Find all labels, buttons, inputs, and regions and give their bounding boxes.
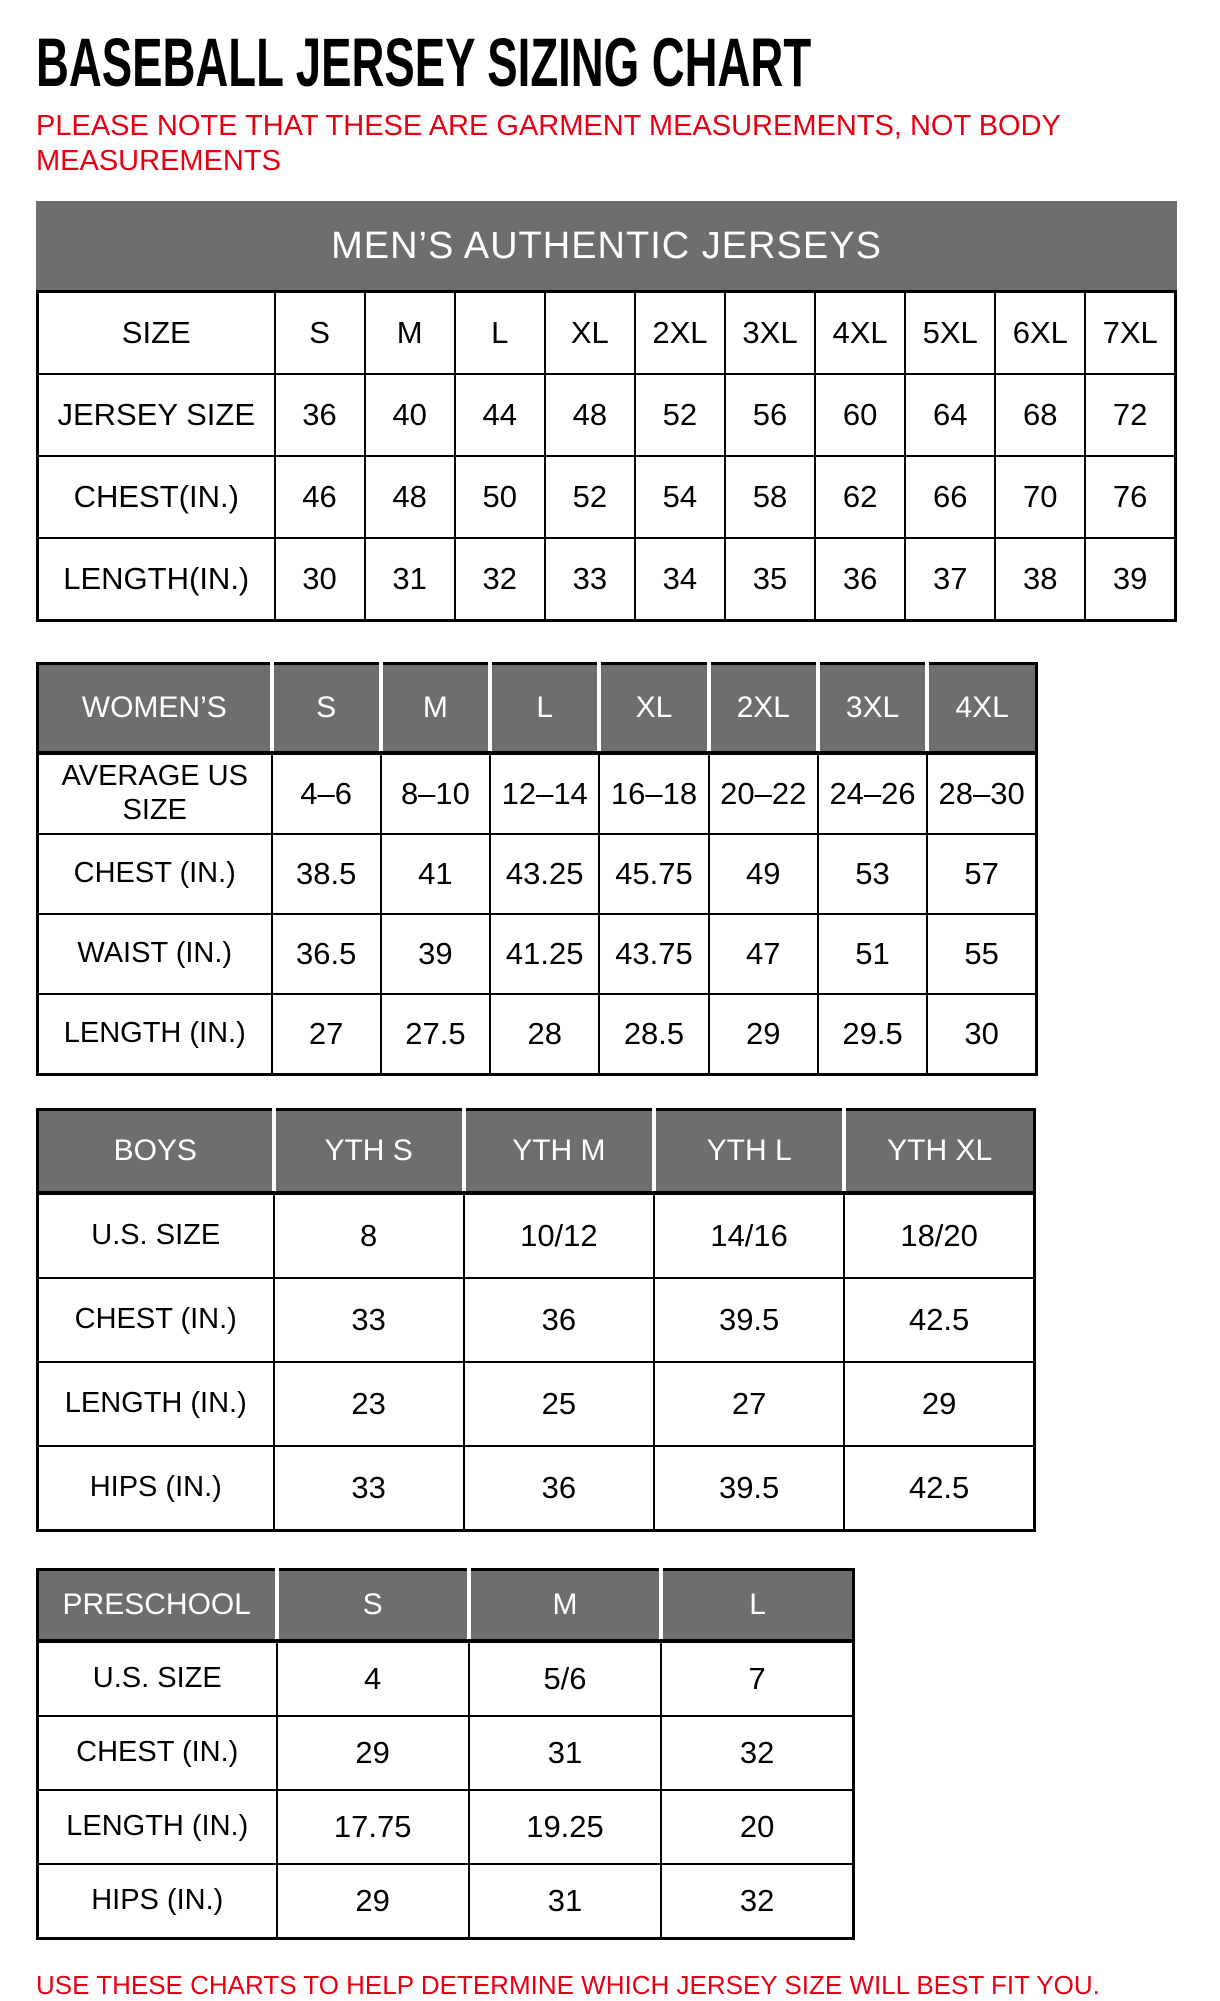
value-cell: 10/12 — [464, 1193, 654, 1278]
value-cell: 55 — [927, 914, 1036, 994]
value-cell: 56 — [725, 374, 815, 456]
row-label-cell: LENGTH (IN.) — [38, 1362, 274, 1446]
header-cell: YTH M — [464, 1109, 654, 1193]
value-cell: 12–14 — [490, 753, 599, 834]
value-cell: 41 — [381, 834, 490, 914]
value-cell: 49 — [709, 834, 818, 914]
value-cell: 43.75 — [599, 914, 708, 994]
table-row — [38, 1716, 854, 1790]
row-label-cell: JERSEY SIZE — [38, 374, 275, 456]
value-cell: 16–18 — [599, 753, 708, 834]
page-title — [36, 24, 1184, 101]
value-cell: 43.25 — [490, 834, 599, 914]
value-cell: 33 — [274, 1446, 464, 1531]
table-row — [38, 1278, 1035, 1362]
value-cell: 68 — [995, 374, 1085, 456]
value-cell: 47 — [709, 914, 818, 994]
preschool-sizing-table — [36, 1568, 855, 1940]
value-cell: 53 — [818, 834, 927, 914]
value-cell: 29 — [709, 994, 818, 1075]
value-cell: 3XL — [725, 291, 815, 374]
value-cell: 44 — [455, 374, 545, 456]
table-row — [38, 374, 1176, 456]
value-cell: M — [365, 291, 455, 374]
value-cell: 58 — [725, 456, 815, 538]
table-header-row — [38, 1109, 1035, 1193]
value-cell: 31 — [469, 1716, 661, 1790]
table-row — [38, 994, 1037, 1075]
row-label-cell: HIPS (IN.) — [38, 1446, 274, 1531]
value-cell: 62 — [815, 456, 905, 538]
row-label-cell: SIZE — [38, 291, 275, 374]
value-cell: 29 — [844, 1362, 1034, 1446]
value-cell: 76 — [1085, 456, 1175, 538]
value-cell: 52 — [545, 456, 635, 538]
value-cell: 29 — [277, 1716, 469, 1790]
value-cell: 4–6 — [272, 753, 381, 834]
row-label-cell: U.S. SIZE — [38, 1641, 277, 1716]
value-cell: 50 — [455, 456, 545, 538]
value-cell: 72 — [1085, 374, 1175, 456]
value-cell: 29.5 — [818, 994, 927, 1075]
value-cell: 31 — [469, 1864, 661, 1939]
fit-recommendation-note: USE THESE CHARTS TO HELP DETERMINE WHICH JERSEY SIZE WILL BEST FIT YOU. — [36, 1969, 1100, 2000]
header-cell: L — [490, 663, 599, 753]
table-row — [38, 1446, 1035, 1531]
table-row — [38, 1362, 1035, 1446]
value-cell: 24–26 — [818, 753, 927, 834]
table-row — [38, 914, 1037, 994]
row-label-cell: AVERAGE US SIZE — [38, 753, 272, 834]
value-cell: 42.5 — [844, 1446, 1034, 1531]
value-cell: 36.5 — [272, 914, 381, 994]
value-cell: 42.5 — [844, 1278, 1034, 1362]
value-cell: 4 — [277, 1641, 469, 1716]
header-cell: YTH XL — [844, 1109, 1034, 1193]
row-label-cell: LENGTH (IN.) — [38, 994, 272, 1075]
value-cell: XL — [545, 291, 635, 374]
value-cell: 14/16 — [654, 1193, 844, 1278]
value-cell: 27 — [272, 994, 381, 1075]
value-cell: 31 — [365, 538, 455, 621]
header-cell: XL — [599, 663, 708, 753]
value-cell: 46 — [275, 456, 365, 538]
table-header-label: PRESCHOOL — [38, 1569, 277, 1641]
value-cell: 28.5 — [599, 994, 708, 1075]
value-cell: 33 — [545, 538, 635, 621]
row-label-cell: LENGTH(IN.) — [38, 538, 275, 621]
value-cell: 7 — [661, 1641, 853, 1716]
value-cell: 23 — [274, 1362, 464, 1446]
value-cell: 32 — [661, 1864, 853, 1939]
value-cell: 38 — [995, 538, 1085, 621]
value-cell: 28 — [490, 994, 599, 1075]
page-title-text: BASEBALL JERSEY SIZING CHART — [36, 24, 812, 101]
mens-authentic-jerseys-table — [36, 201, 1177, 622]
value-cell: 6XL — [995, 291, 1085, 374]
row-label-cell: CHEST(IN.) — [38, 456, 275, 538]
value-cell: 66 — [905, 456, 995, 538]
value-cell: 36 — [464, 1446, 654, 1531]
value-cell: S — [275, 291, 365, 374]
value-cell: 30 — [275, 538, 365, 621]
row-label-cell: HIPS (IN.) — [38, 1864, 277, 1939]
row-label-cell: CHEST (IN.) — [38, 1716, 277, 1790]
table-row — [38, 753, 1037, 834]
table-row — [38, 1641, 854, 1716]
row-label-cell: CHEST (IN.) — [38, 1278, 274, 1362]
table-header-row — [38, 663, 1037, 753]
row-label-cell: LENGTH (IN.) — [38, 1790, 277, 1864]
value-cell: 32 — [661, 1716, 853, 1790]
table-title: MEN’S AUTHENTIC JERSEYS — [38, 202, 1176, 291]
value-cell: 19.25 — [469, 1790, 661, 1864]
value-cell: 36 — [464, 1278, 654, 1362]
value-cell: 48 — [365, 456, 455, 538]
value-cell: 27.5 — [381, 994, 490, 1075]
table-row — [38, 456, 1176, 538]
row-label-cell: WAIST (IN.) — [38, 914, 272, 994]
value-cell: 38.5 — [272, 834, 381, 914]
value-cell: 41.25 — [490, 914, 599, 994]
value-cell: 2XL — [635, 291, 725, 374]
header-cell: L — [661, 1569, 853, 1641]
header-cell: M — [381, 663, 490, 753]
value-cell: 48 — [545, 374, 635, 456]
value-cell: 36 — [815, 538, 905, 621]
value-cell: 28–30 — [927, 753, 1036, 834]
row-label-cell: U.S. SIZE — [38, 1193, 274, 1278]
value-cell: 5XL — [905, 291, 995, 374]
value-cell: 27 — [654, 1362, 844, 1446]
value-cell: 52 — [635, 374, 725, 456]
value-cell: 35 — [725, 538, 815, 621]
value-cell: 54 — [635, 456, 725, 538]
value-cell: 36 — [275, 374, 365, 456]
header-cell: YTH S — [274, 1109, 464, 1193]
table-header-label: BOYS — [38, 1109, 274, 1193]
value-cell: 40 — [365, 374, 455, 456]
table-header-label: WOMEN’S — [38, 663, 272, 753]
header-cell: M — [469, 1569, 661, 1641]
table-row — [38, 834, 1037, 914]
value-cell: 32 — [455, 538, 545, 621]
value-cell: 29 — [277, 1864, 469, 1939]
value-cell: 7XL — [1085, 291, 1175, 374]
value-cell: 39.5 — [654, 1278, 844, 1362]
value-cell: 25 — [464, 1362, 654, 1446]
table-row — [38, 1790, 854, 1864]
value-cell: 39 — [381, 914, 490, 994]
table-title-row — [38, 202, 1176, 291]
table-row — [38, 291, 1176, 374]
value-cell: 20 — [661, 1790, 853, 1864]
garment-measurements-note: PLEASE NOTE THAT THESE ARE GARMENT MEASUREMENTS, NOT BODY MEASUREMENTS — [36, 110, 1061, 177]
value-cell: 57 — [927, 834, 1036, 914]
value-cell: L — [455, 291, 545, 374]
value-cell: 4XL — [815, 291, 905, 374]
header-cell: S — [277, 1569, 469, 1641]
value-cell: 5/6 — [469, 1641, 661, 1716]
value-cell: 39.5 — [654, 1446, 844, 1531]
value-cell: 60 — [815, 374, 905, 456]
table-row — [38, 538, 1176, 621]
header-cell: 2XL — [709, 663, 818, 753]
value-cell: 39 — [1085, 538, 1175, 621]
value-cell: 17.75 — [277, 1790, 469, 1864]
header-cell: 4XL — [927, 663, 1036, 753]
value-cell: 33 — [274, 1278, 464, 1362]
womens-sizing-table — [36, 662, 1038, 1076]
value-cell: 8–10 — [381, 753, 490, 834]
table-header-row — [38, 1569, 854, 1641]
value-cell: 64 — [905, 374, 995, 456]
table-row — [38, 1193, 1035, 1278]
value-cell: 51 — [818, 914, 927, 994]
value-cell: 37 — [905, 538, 995, 621]
value-cell: 18/20 — [844, 1193, 1034, 1278]
value-cell: 20–22 — [709, 753, 818, 834]
value-cell: 70 — [995, 456, 1085, 538]
boys-sizing-table — [36, 1108, 1036, 1532]
table-row — [38, 1864, 854, 1939]
value-cell: 34 — [635, 538, 725, 621]
value-cell: 30 — [927, 994, 1036, 1075]
value-cell: 45.75 — [599, 834, 708, 914]
header-cell: YTH L — [654, 1109, 844, 1193]
value-cell: 8 — [274, 1193, 464, 1278]
row-label-cell: CHEST (IN.) — [38, 834, 272, 914]
header-cell: 3XL — [818, 663, 927, 753]
header-cell: S — [272, 663, 381, 753]
